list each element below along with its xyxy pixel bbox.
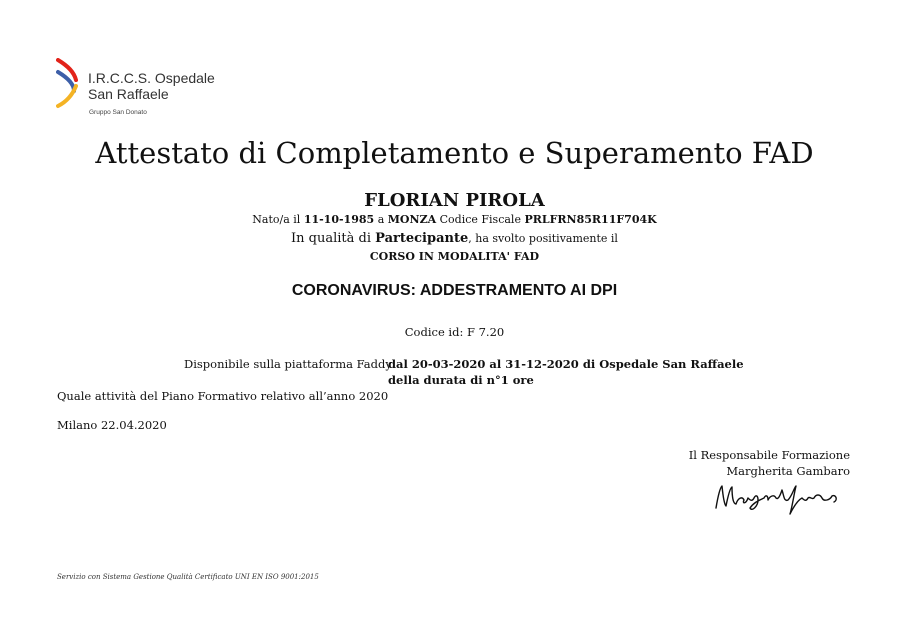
place-and-date: Milano 22.04.2020 [57, 418, 167, 432]
training-plan-text: Quale attività del Piano Formativo relativo all’anno 2020 [57, 389, 389, 403]
participant-name: FLORIAN PIROLA [364, 190, 545, 211]
logo-name-line1: I.R.C.C.S. Ospedale [88, 70, 215, 86]
certificate-title: Attestato di Completamento e Superamento FAD [95, 136, 814, 170]
logo-name-line2: San Raffaele [88, 86, 169, 102]
hospital-logo-icon [56, 58, 80, 110]
logo-group-label: Gruppo San Donato [89, 109, 147, 116]
role-suffix: , ha svolto positivamente il [468, 232, 618, 245]
course-type: CORSO IN MODALITA' FAD [369, 250, 540, 263]
logo-wordmark [88, 70, 215, 102]
availability-label: Disponibile sulla piattaforma Faddy [184, 357, 392, 371]
fiscal-code: PRLFRN85R11F704K [524, 213, 657, 226]
participant-role: Partecipante [375, 231, 469, 246]
responsible-name: Margherita Gambaro [726, 464, 850, 478]
course-duration: della durata di n°1 ore [388, 373, 534, 387]
birth-place: MONZA [387, 213, 437, 226]
course-title: CORONAVIRUS: ADDESTRAMENTO AI DPI [291, 282, 618, 299]
participant-birth-line [0, 213, 909, 226]
born-prefix: Nato/a il [252, 213, 301, 226]
signature-icon [712, 478, 842, 518]
born-at: a [377, 213, 385, 226]
quality-certification-note: Servizio con Sistema Gestione Qualità Certificato UNI EN ISO 9001:2015 [57, 573, 319, 581]
fiscal-code-label: Codice Fiscale [439, 213, 521, 226]
role-prefix: In qualità di [291, 231, 372, 246]
course-code: Codice id: F 7.20 [404, 325, 505, 339]
responsible-role: Il Responsabile Formazione [688, 448, 850, 462]
birth-date: 11-10-1985 [303, 213, 375, 226]
participant-role-line [0, 231, 909, 246]
availability-dates: dal 20-03-2020 al 31-12-2020 di Ospedale San Raffaele [388, 357, 744, 371]
